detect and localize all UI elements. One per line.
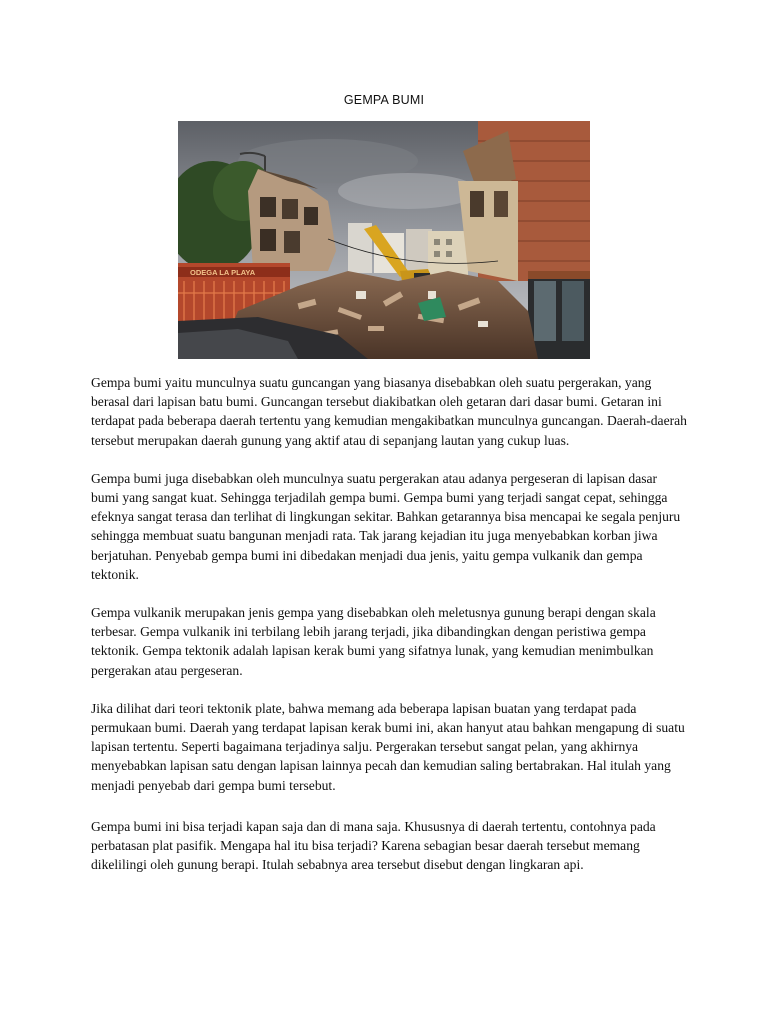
document-title: GEMPA BUMI <box>343 93 425 107</box>
paragraph-5: Gempa bumi ini bisa terjadi kapan saja dan di mana saja. Khususnya di daerah tertentu, contohnya pada perbatasan plat pasifik. Mengapa hal itu bisa terjadi? Karena sebagian besar daerah tersebut memang dikelilingi oleh gunung berapi. Itulah sebabnya area tersebut disebut dengan lingkaran api. <box>91 818 656 873</box>
paragraph-4: Jika dilihat dari teori tektonik plate, bahwa memang ada beberapa lapisan buatan yang terdapat pada permukaan bumi. Daerah yang terdapat lapisan kerak bumi ini, akan hanyut atau bahkan mengapung di suatu lapisan tertentu. Seperti bagaimana terjadinya salju. Pergerakan tersebut sangat pelan, yang akhirnya menyebabkan lapisan satu dengan lapisan lainnya pecah dan kemudian saling bertabrakan. Hal itulah yang menjadi penyebab dari gempa bumi tersebut. <box>91 700 685 793</box>
storefront-sign: ODEGA LA PLAYA <box>190 268 256 277</box>
paragraph-2: Gempa bumi juga disebabkan oleh munculnya suatu pergerakan atau adanya pergeseran di lapisan dasar bumi yang sangat kuat. Sehingga terjadilah gempa bumi. Gempa bumi yang terjadi sangat cepat, sehingga efeknya sangat terasa dan terlihat di lingkungan sekitar. Bahkan getarannya bisa mencapai ke segala penjuru sehingga membuat suatu bangunan menjadi rata. Tak jarang kejadian itu juga menyebabkan korban jiwa berjatuhan. Penyebab gempa bumi ini dibedakan menjadi dua jenis, yaitu gempa vulkanik dan gempa tektonik. <box>91 470 681 582</box>
document-body <box>91 373 687 893</box>
paragraph-1: Gempa bumi yaitu munculnya suatu guncangan yang biasanya disebabkan oleh suatu pergerakan, yang berasal dari lapisan batu bumi. Guncangan tersebut diakibatkan oleh getaran dari dasar bumi. Getaran ini terdapat pada beberapa daerah tertentu yang kemudian mengakibatkan munculnya guncangan. Daerah-daerah tersebut merupakan daerah gunung yang aktif atau di sepanjang lautan yang cukup luas. <box>91 375 687 448</box>
paragraph-3: Gempa vulkanik merupakan jenis gempa yang disebabkan oleh meletusnya gunung berapi dengan skala terbesar. Gempa vulkanik ini terbilang lebih jarang terjadi, jika dibandingkan dengan peristiwa gempa tektonik. Gempa tektonik adalah lapisan kerak bumi yang sifatnya lunak, yang kemudian menimbulkan pergerakan atau pergeseran. <box>91 605 656 678</box>
earthquake-photo <box>178 121 590 359</box>
